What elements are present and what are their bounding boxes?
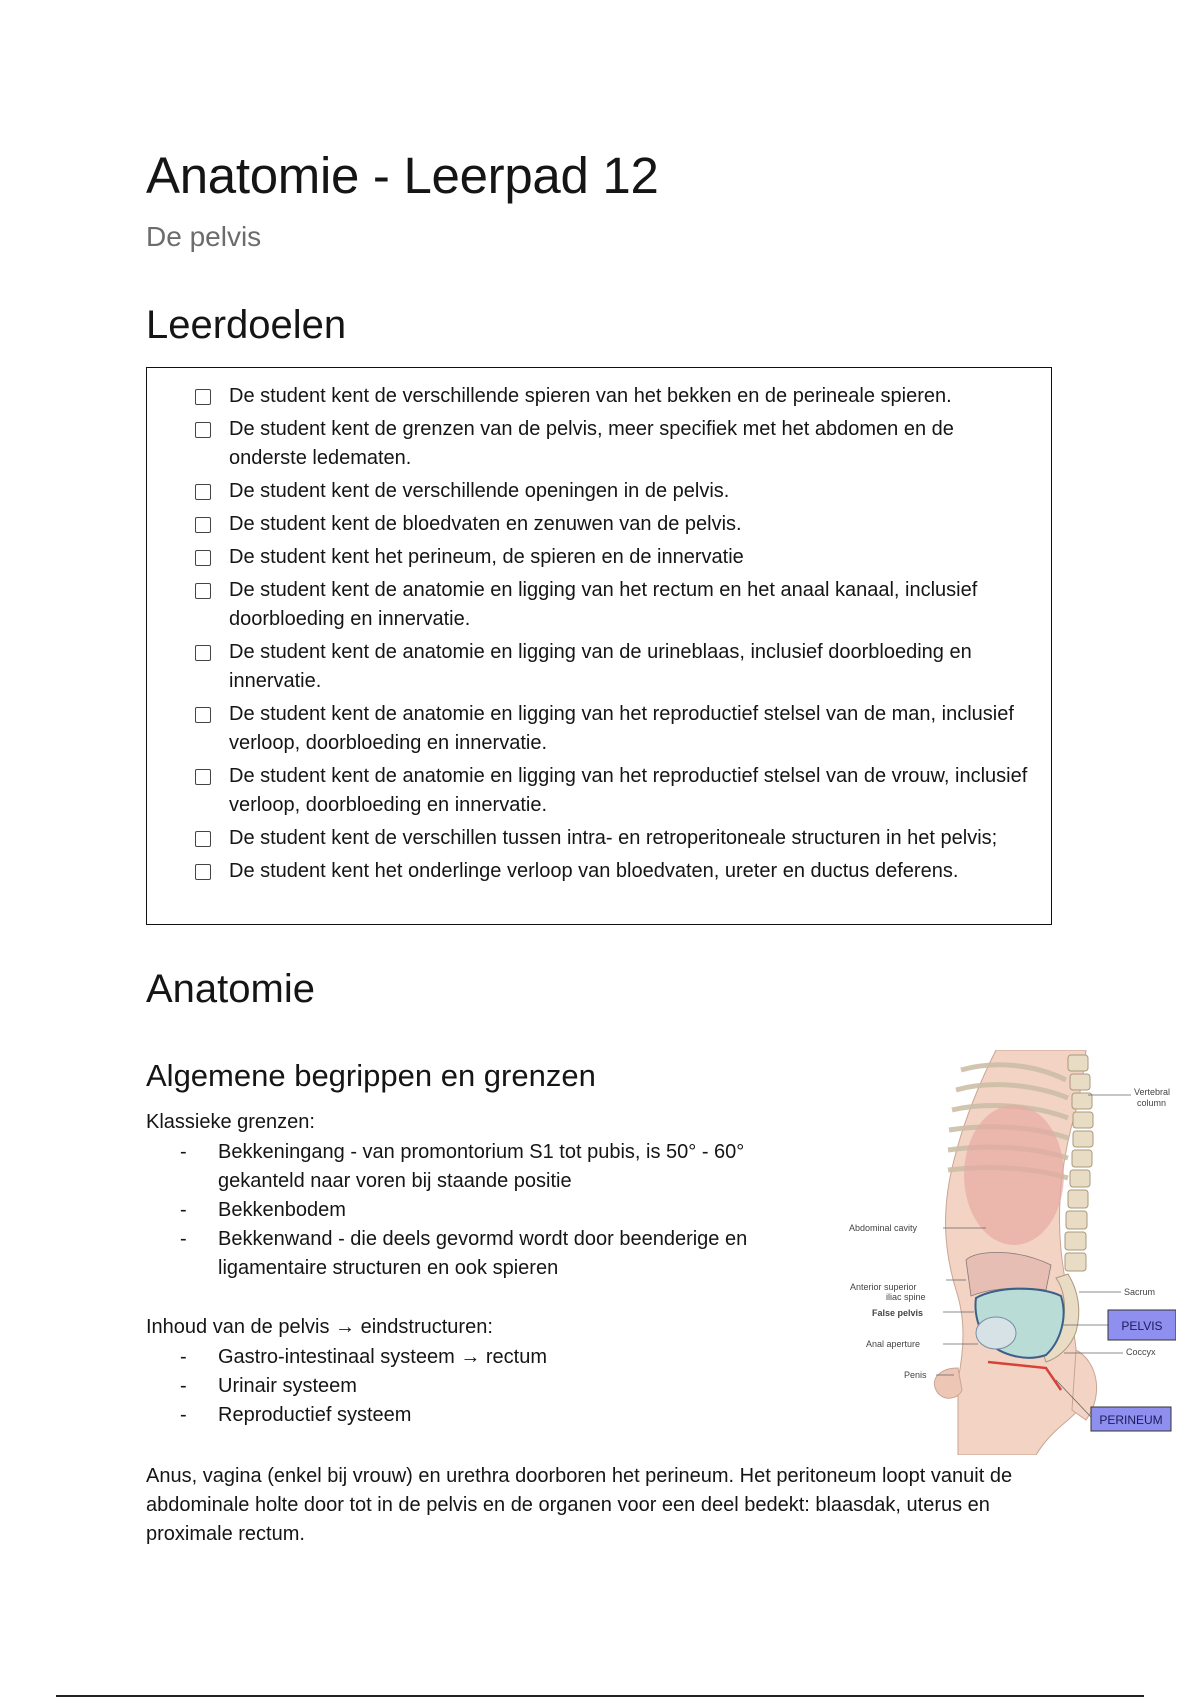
perineum-paragraph: Anus, vagina (enkel bij vrouw) en urethra doorboren het perineum. Het peritoneum loopt vanuit de abdominale holte door tot in de pelvis en de organen voor een deel bedekt: blaasdak, uterus en proximale rectum. [146,1465,1013,1545]
list-dash: - [180,1404,187,1426]
label-false-pelvis: False pelvis [872,1308,924,1318]
list-dash: - [180,1199,187,1221]
learning-goals-box [146,367,1052,925]
external-genitalia [934,1368,962,1398]
label-anterior-superior: Anterior superior [850,1282,917,1292]
klassieke-grens-item [180,1196,820,1225]
bladder [976,1317,1016,1349]
inhoud-list [180,1343,820,1430]
goal-checkbox[interactable] [195,864,211,880]
goal-checkbox[interactable] [195,645,211,661]
list-item-text: Bekkenbodem [218,1199,346,1221]
goal-text: De student kent de verschillende openingen in de pelvis. [229,480,730,502]
label-vertebral: Vertebral [1134,1087,1171,1097]
pelvis-tag: PELVIS [1121,1319,1163,1333]
abdominal-organs [964,1105,1064,1245]
goal-text: De student kent de anatomie en ligging van het reproductief stelsel van de vrouw, inclusief verloop, doorbloeding en innervatie. [229,765,1028,816]
list-item-text: Gastro-intestinaal systeem → rectum [218,1346,547,1368]
label-penis: Penis [904,1370,927,1380]
label-column: column [1137,1098,1167,1108]
inhoud-item [180,1401,820,1430]
goal-text: De student kent de verschillende spieren van het bekken en de perineale spieren. [229,385,952,407]
goal-checkbox[interactable] [195,517,211,533]
learning-goals-list [195,382,1035,890]
goal-checkbox[interactable] [195,831,211,847]
list-dash: - [180,1346,187,1368]
label-iliac-spine: iliac spine [886,1292,926,1302]
goal-checkbox[interactable] [195,550,211,566]
learning-goal-item [195,382,1035,411]
learning-goal-item [195,477,1035,506]
learning-goal-item [195,576,1035,634]
goal-text: De student kent het onderlinge verloop van bloedvaten, ureter en ductus deferens. [229,860,959,882]
klassieke-grens-item [180,1138,820,1196]
list-item-text: Bekkeningang - van promontorium S1 tot pubis, is 50° - 60° gekanteld naar voren bij staande positie [218,1141,745,1192]
goal-text: De student kent de anatomie en ligging van het reproductief stelsel van de man, inclusief verloop, doorbloeding en innervatie. [229,703,1014,754]
goal-text: De student kent de anatomie en ligging van het rectum en het anaal kanaal, inclusief doorbloeding en innervatie. [229,579,978,630]
goal-text: De student kent de verschillen tussen intra- en retroperitoneale structuren in het pelvis; [229,827,998,849]
inhoud-item [180,1343,820,1372]
list-item-text: Reproductief systeem [218,1404,412,1426]
goal-text: De student kent de grenzen van de pelvis, meer specifiek met het abdomen en de onderste ledematen. [229,418,954,469]
inhoud-label: Inhoud van de pelvis → eindstructuren: [146,1316,493,1338]
list-item-text: Urinair systeem [218,1375,357,1397]
goal-checkbox[interactable] [195,389,211,405]
goal-checkbox[interactable] [195,484,211,500]
goal-text: De student kent de bloedvaten en zenuwen van de pelvis. [229,513,742,535]
learning-goal-item [195,762,1035,820]
goal-checkbox[interactable] [195,707,211,723]
goal-checkbox[interactable] [195,583,211,599]
anatomie-heading: Anatomie [146,967,315,1011]
goal-text: De student kent de anatomie en ligging van de urineblaas, inclusief doorbloeding en innervatie. [229,641,972,692]
klassieke-grenzen-list [180,1138,820,1283]
leerdoelen-heading: Leerdoelen [146,303,347,347]
learning-goal-item [195,824,1035,853]
list-dash: - [180,1141,187,1163]
page-subtitle: De pelvis [146,221,262,252]
learning-goal-item [195,543,1035,572]
inhoud-item [180,1372,820,1401]
klassieke-grenzen-label: Klassieke grenzen: [146,1111,315,1133]
learning-goal-item [195,415,1035,473]
list-item-text: Bekkenwand - die deels gevormd wordt door beenderige en ligamentaire structuren en ook spieren [218,1228,748,1279]
klassieke-grens-item [180,1225,820,1283]
goal-checkbox[interactable] [195,769,211,785]
learning-goal-item [195,700,1035,758]
list-dash: - [180,1228,187,1250]
goal-text: De student kent het perineum, de spieren en de innervatie [229,546,744,568]
perineum-tag: PERINEUM [1099,1413,1163,1427]
learning-goal-item [195,510,1035,539]
label-sacrum: Sacrum [1124,1287,1156,1297]
pelvis-anatomy-figure [846,1050,1176,1455]
goal-checkbox[interactable] [195,422,211,438]
label-anal-aperture: Anal aperture [866,1339,921,1349]
list-dash: - [180,1375,187,1397]
label-abdominal-cavity: Abdominal cavity [849,1223,918,1233]
footer-rule [56,1695,1144,1697]
page-title: Anatomie - Leerpad 12 [146,147,659,204]
learning-goal-item [195,638,1035,696]
section-heading-begrippen: Algemene begrippen en grenzen [146,1058,596,1093]
learning-goal-item [195,857,1035,886]
label-coccyx: Coccyx [1126,1347,1156,1357]
